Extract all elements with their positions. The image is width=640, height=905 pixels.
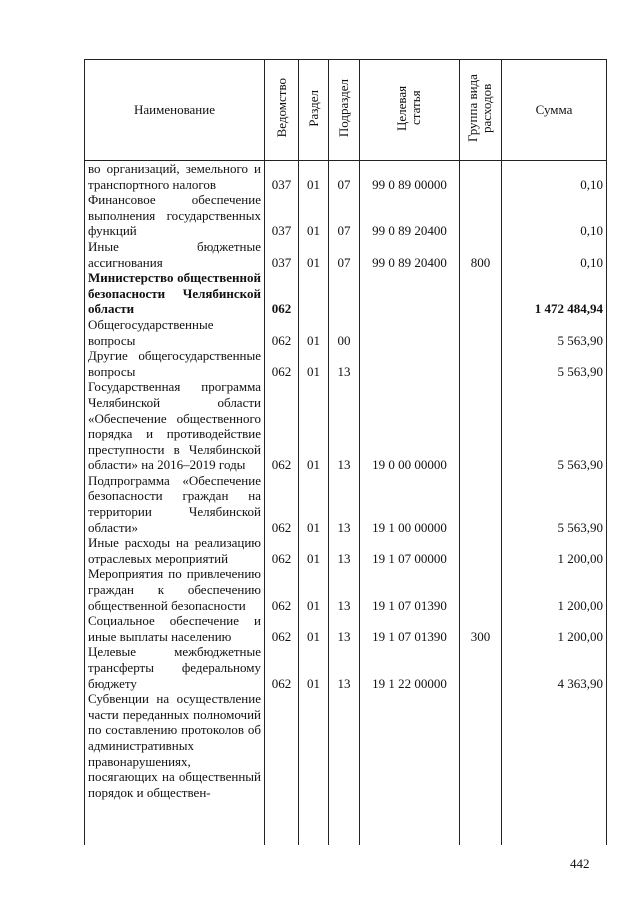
table-row: [85, 192, 607, 239]
cell-cel: 19 1 07 01390: [360, 566, 460, 613]
cell-cel: 19 1 22 00000: [360, 644, 460, 691]
cell-cel: 19 1 07 01390: [360, 613, 460, 644]
cell-name: Другие общегосударственные вопросы: [85, 348, 265, 379]
table-row: [85, 535, 607, 566]
cell-name: Подпрограмма «Обеспечение безопасности граждан на территории Челябинской области»: [85, 473, 265, 535]
cell-cel: 99 0 89 20400: [360, 239, 460, 270]
cell-grp: 800: [460, 239, 502, 270]
table-row: [85, 239, 607, 270]
cell-sum: 1 200,00: [502, 566, 607, 613]
cell-grp: [460, 270, 502, 317]
cell-raz: 01: [299, 566, 329, 613]
header-podrazdel: Подраздел: [329, 60, 360, 161]
cell-sum: 5 563,90: [502, 348, 607, 379]
header-name: Наименование: [85, 60, 265, 161]
cell-name: Финансовое обеспечение выполнения государственных функций: [85, 192, 265, 239]
cell-raz: 01: [299, 379, 329, 473]
cell-grp: 300: [460, 613, 502, 644]
table-row: [85, 613, 607, 644]
cell-name: Общегосударственные вопросы: [85, 317, 265, 348]
cell-sum: 0,10: [502, 192, 607, 239]
header-summa: Сумма: [502, 60, 607, 161]
table-row: [85, 270, 607, 317]
cell-cel: [360, 317, 460, 348]
cell-raz: 01: [299, 317, 329, 348]
table-row: [85, 473, 607, 535]
cell-pod: 07: [329, 192, 360, 239]
cell-pod: 13: [329, 348, 360, 379]
cell-pod: 13: [329, 379, 360, 473]
cell-ved: 062: [265, 317, 299, 348]
cell-name: Государственная программа Челябинской области «Обеспечение общественного порядка и противодействие преступности в Челябинской области» на 2016–2019 годы: [85, 379, 265, 473]
budget-table: [84, 59, 607, 845]
cell-raz: 01: [299, 192, 329, 239]
cell-name: Мероприятия по привлечению граждан к обеспечению общественной безопасности: [85, 566, 265, 613]
cell-pod: 07: [329, 161, 360, 193]
cell-ved: 062: [265, 535, 299, 566]
cell-sum: 4 363,90: [502, 644, 607, 691]
table-row: [85, 317, 607, 348]
table-row: [85, 348, 607, 379]
cell-pod: 13: [329, 613, 360, 644]
cell-sum: 5 563,90: [502, 379, 607, 473]
cell-name: Субвенции на осуществление части переданных полномочий по составлению протоколов об административных правонарушениях, посягающих на общественный порядок и обществен-: [85, 691, 265, 845]
table-row: [85, 161, 607, 193]
header-gruppa: Группа вида расходов: [460, 60, 502, 161]
cell-cel: 19 1 07 00000: [360, 535, 460, 566]
header-razdel: Раздел: [299, 60, 329, 161]
cell-grp: [460, 348, 502, 379]
cell-raz: 01: [299, 473, 329, 535]
cell-ved: 062: [265, 566, 299, 613]
cell-pod: 07: [329, 239, 360, 270]
cell-ved: 037: [265, 192, 299, 239]
cell-ved: 062: [265, 270, 299, 317]
table-header-row: [85, 60, 607, 161]
cell-pod: 13: [329, 566, 360, 613]
cell-name: Иные расходы на реализацию отраслевых мероприятий: [85, 535, 265, 566]
cell-raz: [299, 270, 329, 317]
cell-pod: [329, 270, 360, 317]
cell-cel: 19 0 00 00000: [360, 379, 460, 473]
cell-name: Министерство общественной безопасности Челябинской области: [85, 270, 265, 317]
cell-ved: [265, 691, 299, 845]
cell-raz: 01: [299, 535, 329, 566]
cell-raz: [299, 691, 329, 845]
table-row: [85, 566, 607, 613]
cell-cel: 19 1 00 00000: [360, 473, 460, 535]
cell-grp: [460, 535, 502, 566]
cell-ved: 062: [265, 348, 299, 379]
cell-sum: 1 472 484,94: [502, 270, 607, 317]
table-body: [85, 161, 607, 846]
page-number: 442: [570, 856, 590, 871]
cell-grp: [460, 566, 502, 613]
cell-cel: [360, 348, 460, 379]
cell-grp: [460, 644, 502, 691]
cell-pod: [329, 691, 360, 845]
cell-sum: 5 563,90: [502, 317, 607, 348]
cell-raz: 01: [299, 613, 329, 644]
cell-ved: 062: [265, 613, 299, 644]
cell-cel: [360, 691, 460, 845]
cell-raz: 01: [299, 239, 329, 270]
cell-ved: 062: [265, 379, 299, 473]
cell-raz: 01: [299, 348, 329, 379]
cell-grp: [460, 691, 502, 845]
cell-cel: [360, 270, 460, 317]
cell-name: Иные бюджетные ассигнования: [85, 239, 265, 270]
cell-sum: 1 200,00: [502, 613, 607, 644]
cell-sum: 0,10: [502, 239, 607, 270]
header-vedomstvo: Ведомство: [265, 60, 299, 161]
table-row: [85, 644, 607, 691]
header-celevaya: Целевая статья: [360, 60, 460, 161]
cell-grp: [460, 317, 502, 348]
cell-name: во организаций, земельного и транспортного налогов: [85, 161, 265, 193]
cell-grp: [460, 379, 502, 473]
cell-pod: 13: [329, 644, 360, 691]
cell-name: Целевые межбюджетные трансферты федеральному бюджету: [85, 644, 265, 691]
cell-grp: [460, 192, 502, 239]
cell-sum: 1 200,00: [502, 535, 607, 566]
cell-grp: [460, 473, 502, 535]
cell-grp: [460, 161, 502, 193]
table-row: [85, 379, 607, 473]
cell-ved: 062: [265, 473, 299, 535]
cell-sum: 0,10: [502, 161, 607, 193]
cell-pod: 13: [329, 535, 360, 566]
cell-cel: 99 0 89 00000: [360, 161, 460, 193]
cell-ved: 062: [265, 644, 299, 691]
table-row: [85, 691, 607, 845]
cell-sum: [502, 691, 607, 845]
budget-table-wrapper: [84, 59, 606, 845]
cell-pod: 13: [329, 473, 360, 535]
cell-ved: 037: [265, 239, 299, 270]
cell-raz: 01: [299, 644, 329, 691]
cell-pod: 00: [329, 317, 360, 348]
cell-name: Социальное обеспечение и иные выплаты населению: [85, 613, 265, 644]
cell-raz: 01: [299, 161, 329, 193]
cell-ved: 037: [265, 161, 299, 193]
cell-cel: 99 0 89 20400: [360, 192, 460, 239]
cell-sum: 5 563,90: [502, 473, 607, 535]
